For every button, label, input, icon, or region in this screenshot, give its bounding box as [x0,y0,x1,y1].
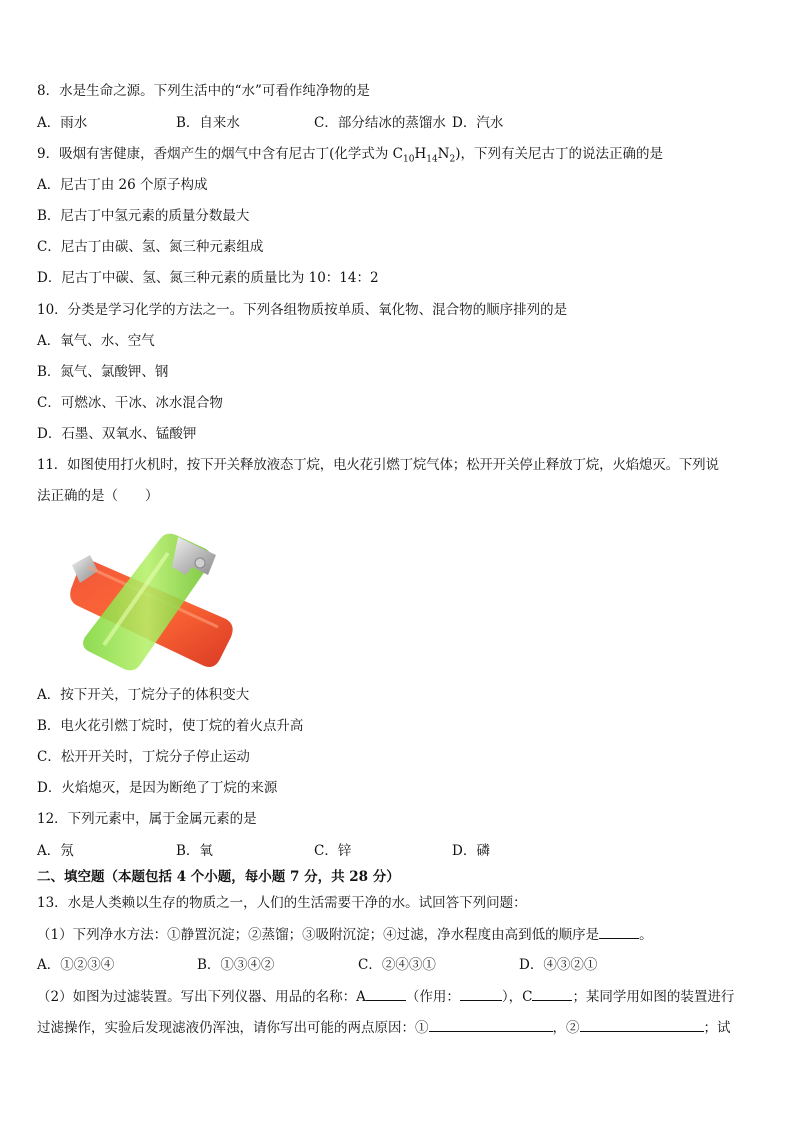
q13-part2-line2: 过滤操作，实验后发现滤液仍浑浊，请你写出可能的两点原因：① ，② ；试 [37,1017,731,1038]
q13-option-d: D．④③②① [519,957,598,973]
q8-option-d: D．汽水 [452,115,504,131]
q11-stem-line2: 法正确的是（ ） [37,488,159,504]
q13-option-b: B．①③④② [197,957,275,973]
q11-stem-line1: 11．如图使用打火机时，按下开关释放液态丁烷，电火花引燃丁烷气体；松开开关停止释放丁烷，火焰熄灭。下列说 [37,457,719,473]
q10-option-b: B．氮气、氯酸钾、钢 [37,364,169,380]
q12-options [37,841,757,861]
q8-stem: 8．水是生命之源。下列生活中的“水”可看作纯净物的是 [37,83,370,99]
q10-option-d: D．石墨、双氧水、锰酸钾 [37,426,197,442]
q13-part1-options [37,955,757,975]
q13-blank-c[interactable] [532,986,572,1001]
q13-part1-blank[interactable] [599,924,639,939]
q11-option-b: B．电火花引燃丁烷时，使丁烷的着火点升高 [37,718,304,734]
q12-stem: 12．下列元素中，属于金属元素的是 [37,811,257,827]
q13-blank-reason-1[interactable] [429,1017,553,1032]
q9-option-d: D．尼古丁中碳、氢、氮三种元素的质量比为 10：14：2 [37,270,379,286]
q10-option-a: A．氧气、水、空气 [37,333,155,349]
q10-option-c: C．可燃冰、干冰、冰水混合物 [37,395,223,411]
q9-option-a: A．尼古丁由 26 个原子构成 [37,177,208,193]
q11-option-a: A．按下开关，丁烷分子的体积变大 [37,687,250,703]
q12-option-a: A．氖 [37,843,74,859]
q11-option-c: C．松开开关时，丁烷分子停止运动 [37,749,250,765]
lighters-image [68,527,240,675]
q8-option-a: A．雨水 [37,115,88,131]
q13-blank-a-function[interactable] [460,986,502,1001]
q9-option-b: B．尼古丁中氢元素的质量分数最大 [37,208,250,224]
q11-option-d: D．火焰熄灭，是因为断绝了丁烷的来源 [37,780,278,796]
q8-option-c: C．部分结冰的蒸馏水 [314,115,446,131]
q12-option-c: C．锌 [314,843,352,859]
q13-option-a: A．①②③④ [37,957,115,973]
q10-stem: 10．分类是学习化学的方法之一。下列各组物质按单质、氧化物、混合物的顺序排列的是 [37,302,568,318]
q13-stem: 13．水是人类赖以生存的物质之一，人们的生活需要干净的水。试回答下列问题： [37,895,527,911]
q12-option-b: B．氧 [176,843,213,859]
q13-option-c: C．②④③① [358,957,436,973]
q9-option-c: C．尼古丁由碳、氢、氮三种元素组成 [37,239,264,255]
q8-options [37,113,757,133]
q8-option-b: B．自来水 [176,115,240,131]
section-title: 二、填空题（本题包括 4 个小题，每小题 7 分，共 28 分） [37,869,400,885]
q9-stem: 9．吸烟有害健康，香烟产生的烟气中含有尼古丁(化学式为 $C_{10}H_{14}N_2$)，下列有关尼古丁的说法正确的是 [37,146,663,165]
q13-part2-line1: （2）如图为过滤装置。写出下列仪器、用品的名称：A （作用： ），C ；某同学用如图的装置进行 [37,986,734,1007]
q12-option-d: D．磷 [452,843,490,859]
q13-blank-reason-2[interactable] [580,1017,704,1032]
q13-blank-a[interactable] [366,986,406,1001]
q13-part1: （1）下列净水方法：①静置沉淀；②蒸馏；③吸附沉淀；④过滤，净水程度由高到低的顺序是 。 [37,924,653,945]
